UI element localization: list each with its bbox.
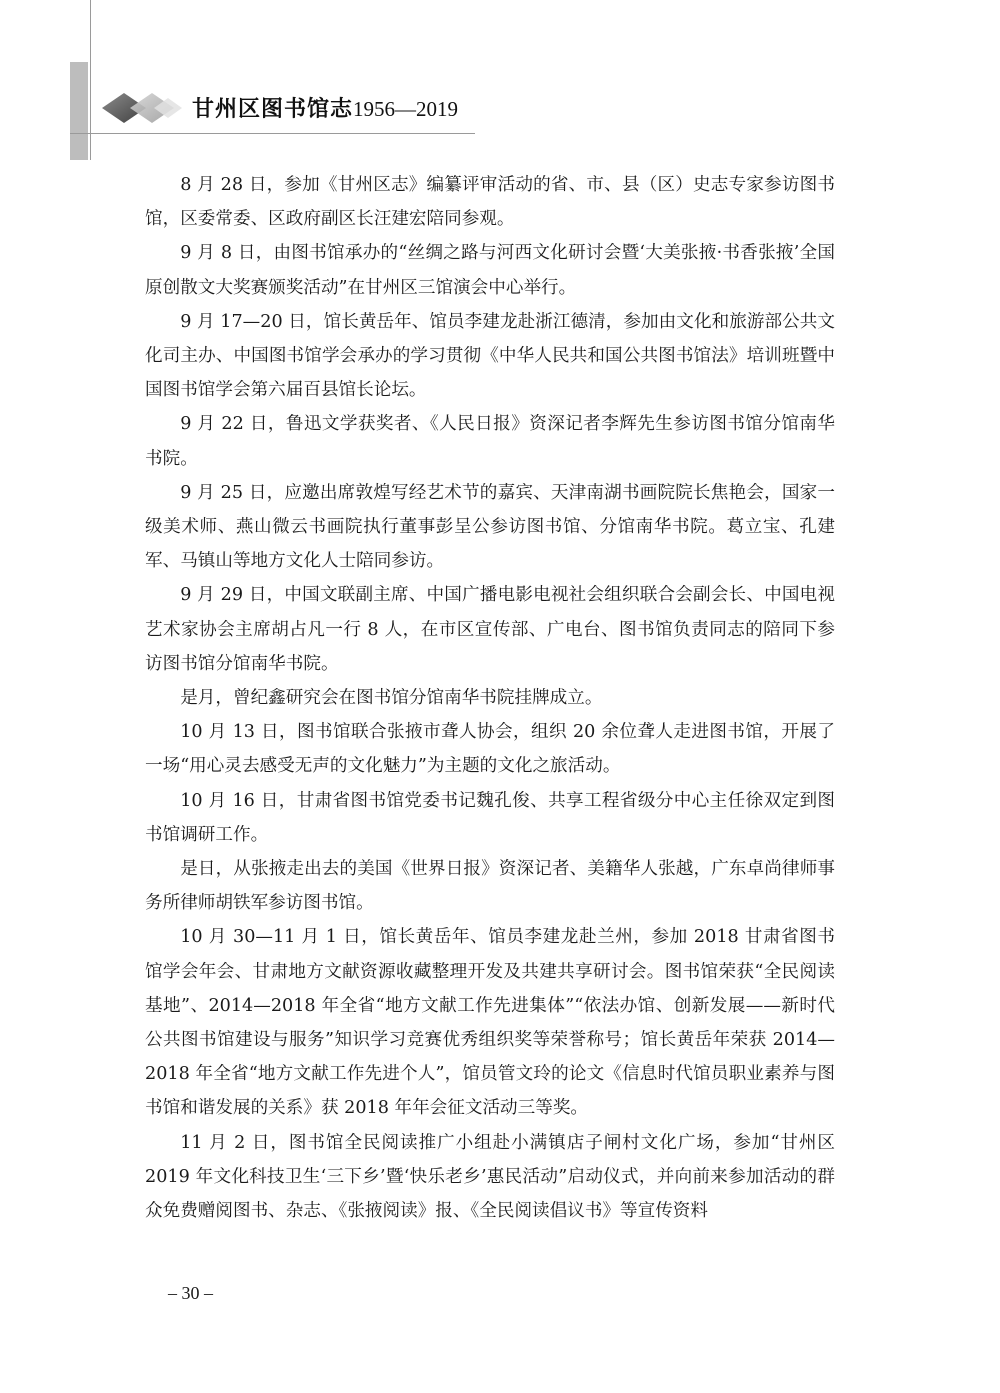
paragraph: 9 月 29 日，中国文联副主席、中国广播电影电视社会组织联合会副会长、中国电视艺术家协会主席胡占凡一行 8 人，在市区宣传部、广电台、图书馆负责同志的陪同下参访图书馆分馆南华书院。 [145, 585, 835, 674]
running-title-text: 甘州区图书馆志 [192, 96, 354, 122]
page-number: – 30 – [168, 1283, 213, 1303]
paragraph: 10 月 30—11 月 1 日，馆长黄岳年、馆员李建龙赴兰州，参加 2018 甘肃省图书馆学会年会、甘肃地方文献资源收藏整理开发及共建共享研讨会。图书馆荣获“全民阅读基地”、2014—2018 年全省“地方文献工作先进集体”“依法办馆、创新发展——新时代公共图书馆建设与服务”知识学习竞赛优秀组织奖等荣誉称号；馆长黄岳年荣获 2014—2018 年全省“地方文献工作先进个人”，馆员管文玲的论文《信息时代馆员职业素养与图书馆和谐发展的关系》获 2018 年年会征文活动三等奖。 [145, 927, 835, 1119]
paragraph: 9 月 25 日，应邀出席敦煌写经艺术节的嘉宾、天津南湖书画院院长焦艳会，国家一级美术师、燕山微云书画院执行董事彭呈公参访图书馆、分馆南华书院。葛立宝、孔建军、马镇山等地方文化人士陪同参访。 [145, 482, 835, 572]
running-title-years: 1956—2019 [353, 97, 459, 121]
header-horizontal-rule [70, 133, 475, 134]
paragraph: 10 月 16 日，甘肃省图书馆党委书记魏孔俊、共享工程省级分中心主任徐双定到图书馆调研工作。 [145, 790, 835, 845]
paragraph: 9 月 17—20 日，馆长黄岳年、馆员李建龙赴浙江德清，参加由文化和旅游部公共文化司主办、中国图书馆学会承办的学习贯彻《中华人民共和国公共图书馆法》培训班暨中国图书馆学会第六届百县馆长论坛。 [145, 311, 835, 401]
body-text [145, 168, 835, 1228]
header-diamond-ornament-icon [100, 90, 190, 126]
paragraph: 是月，曾纪鑫研究会在图书馆分馆南华书院挂牌成立。 [180, 688, 603, 709]
paragraph: 11 月 2 日，图书馆全民阅读推广小组赴小满镇店子闸村文化广场，参加“甘州区 2019 年文化科技卫生‘三下乡’暨‘快乐老乡’惠民活动”启动仪式，并向前来参加活动的群众免费赠阅图书、杂志、《张掖阅读》报、《全民阅读倡议书》等宣传资料 [145, 1132, 835, 1222]
header-vertical-rule [90, 0, 91, 160]
paragraph: 9 月 8 日，由图书馆承办的“丝绸之路与河西文化研讨会暨‘大美张掖·书香张掖’全国原创散文大奖赛颁奖活动”在甘州区三馆演会中心举行。 [145, 243, 835, 298]
paragraph: 8 月 28 日，参加《甘州区志》编纂评审活动的省、市、县（区）史志专家参访图书馆，区委常委、区政府副区长汪建宏陪同参观。 [145, 175, 835, 230]
running-title [192, 92, 458, 123]
paragraph: 9 月 22 日，鲁迅文学获奖者、《人民日报》资深记者李辉先生参访图书馆分馆南华书院。 [145, 414, 835, 469]
header-gray-bar [70, 62, 88, 160]
paragraph: 10 月 13 日，图书馆联合张掖市聋人协会，组织 20 余位聋人走进图书馆，开展了一场“用心灵去感受无声的文化魅力”为主题的文化之旅活动。 [145, 722, 835, 777]
paragraph: 是日，从张掖走出去的美国《世界日报》资深记者、美籍华人张越，广东卓尚律师事务所律师胡铁军参访图书馆。 [145, 859, 835, 914]
